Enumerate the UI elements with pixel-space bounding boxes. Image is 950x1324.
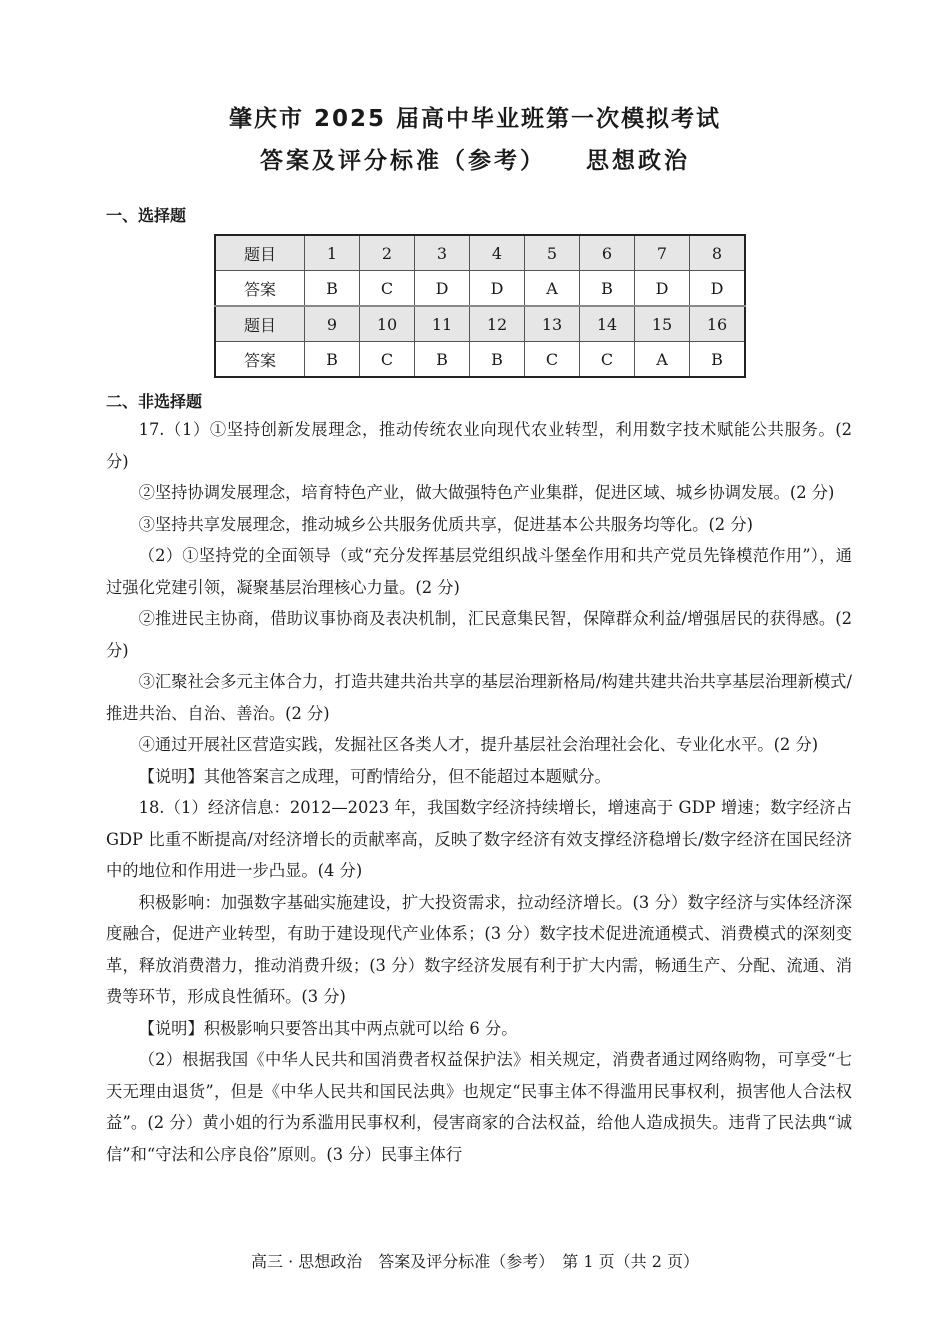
answer-cell: D bbox=[470, 271, 525, 307]
question-number: 15 bbox=[635, 306, 690, 342]
question-number: 12 bbox=[470, 306, 525, 342]
answer-cell: B bbox=[415, 342, 470, 378]
row-label: 题目 bbox=[215, 235, 305, 271]
row-label: 题目 bbox=[215, 306, 305, 342]
question-number: 8 bbox=[690, 235, 746, 271]
answer-cell: A bbox=[525, 271, 580, 307]
answer-cell: B bbox=[580, 271, 635, 307]
subtitle-subject: 思想政治 bbox=[586, 148, 690, 174]
answer-cell: D bbox=[690, 271, 746, 307]
answer-paragraph: 18.（1）经济信息：2012—2023 年，我国数字经济持续增长，增速高于 GDP 增速；数字经济占 GDP 比重不断提高/对经济增长的贡献率高，反映了数字经济有效支撑经济稳增长/数字经济在国民经济中的地位和作用进一步凸显。(4 分) bbox=[106, 798, 852, 880]
question-number: 16 bbox=[690, 306, 746, 342]
answer-cell: C bbox=[360, 271, 415, 307]
question-number: 3 bbox=[415, 235, 470, 271]
question-number: 9 bbox=[305, 306, 360, 342]
section-heading-non-choice: 二、非选择题 bbox=[106, 392, 203, 411]
answer-table bbox=[214, 234, 746, 378]
answer-paragraph: ③汇聚社会多元主体合力，打造共建共治共享的基层治理新格局/构建共建共治共享基层治理新模式/推进共治、自治、善治。(2 分) bbox=[106, 672, 852, 723]
table-row-answers bbox=[215, 271, 745, 307]
row-label: 答案 bbox=[215, 342, 305, 378]
question-number: 14 bbox=[580, 306, 635, 342]
question-number: 2 bbox=[360, 235, 415, 271]
answer-paragraph: （2）①坚持党的全面领导（或“充分发挥基层党组织战斗堡垒作用和共产党员先锋模范作用”），通过强化党建引领，凝聚基层治理核心力量。(2 分) bbox=[106, 546, 852, 597]
answer-cell: B bbox=[470, 342, 525, 378]
answer-paragraph: 积极影响：加强数字基础实施建设，扩大投资需求，拉动经济增长。(3 分）数字经济与实体经济深度融合，促进产业转型，有助于建设现代产业体系；(3 分）数字技术促进流通模式、消费模式的深刻变革，释放消费潜力，推动消费升级；(3 分）数字经济发展有利于扩大内需，畅通生产、分配、流通、消费等环节，形成良性循环。(3 分) bbox=[106, 892, 852, 1006]
answer-body bbox=[106, 414, 852, 1170]
question-number: 5 bbox=[525, 235, 580, 271]
answer-cell: C bbox=[525, 342, 580, 378]
answer-cell: C bbox=[580, 342, 635, 378]
question-number: 1 bbox=[305, 235, 360, 271]
exam-title: 肇庆市 2025 届高中毕业班第一次模拟考试 bbox=[228, 106, 722, 132]
exam-subtitle bbox=[0, 142, 950, 175]
answer-paragraph: （2）根据我国《中华人民共和国消费者权益保护法》相关规定，消费者通过网络购物，可享受“七天无理由退货”，但是《中华人民共和国民法典》也规定“民事主体不得滥用民事权利，损害他人合法权益”。(2 分）黄小姐的行为系滥用民事权利，侵害商家的合法权益，给他人造成损失。违背了民法典“诚信”和“守法和公序良俗”原则。(3 分）民事主体行 bbox=[106, 1050, 852, 1164]
answer-cell: D bbox=[635, 271, 690, 307]
answer-cell: D bbox=[415, 271, 470, 307]
answer-cell: B bbox=[690, 342, 746, 378]
answer-paragraph: ③坚持共享发展理念，推动城乡公共服务优质共享，促进基本公共服务均等化。(2 分) bbox=[138, 514, 753, 534]
answer-cell: B bbox=[305, 271, 360, 307]
note-paragraph: 【说明】积极影响只要答出其中两点就可以给 6 分。 bbox=[138, 1018, 518, 1038]
table-row-questions bbox=[215, 235, 745, 271]
table-row-answers bbox=[215, 342, 745, 378]
section-heading-choice: 一、选择题 bbox=[106, 206, 187, 225]
answer-paragraph: ②坚持协调发展理念，培育特色产业，做大做强特色产业集群，促进区域、城乡协调发展。(2 分) bbox=[138, 483, 835, 502]
subtitle-answer-key: 答案及评分标准（参考） bbox=[260, 148, 546, 174]
question-number: 6 bbox=[580, 235, 635, 271]
question-number: 11 bbox=[415, 306, 470, 342]
answer-paragraph: ④通过开展社区营造实践，发掘社区各类人才，提升基层社会治理社会化、专业化水平。(2 分) bbox=[138, 735, 819, 754]
answer-paragraph: 17.（1）①坚持创新发展理念，推动传统农业向现代农业转型，利用数字技术赋能公共服务。(2 分) bbox=[106, 420, 852, 471]
answer-cell: A bbox=[635, 342, 690, 378]
answer-cell: B bbox=[305, 342, 360, 378]
page-footer: 高三 · 思想政治 答案及评分标准（参考） 第 1 页（共 2 页） bbox=[251, 1252, 699, 1271]
table-row-questions bbox=[215, 306, 745, 342]
answer-paragraph: ②推进民主协商，借助议事协商及表决机制，汇民意集民智，保障群众利益/增强居民的获得感。(2 分) bbox=[106, 609, 852, 660]
question-number: 4 bbox=[470, 235, 525, 271]
question-number: 13 bbox=[525, 306, 580, 342]
question-number: 10 bbox=[360, 306, 415, 342]
row-label: 答案 bbox=[215, 271, 305, 307]
note-paragraph: 【说明】其他答案言之成理，可酌情给分，但不能超过本题赋分。 bbox=[138, 766, 611, 786]
question-number: 7 bbox=[635, 235, 690, 271]
answer-cell: C bbox=[360, 342, 415, 378]
